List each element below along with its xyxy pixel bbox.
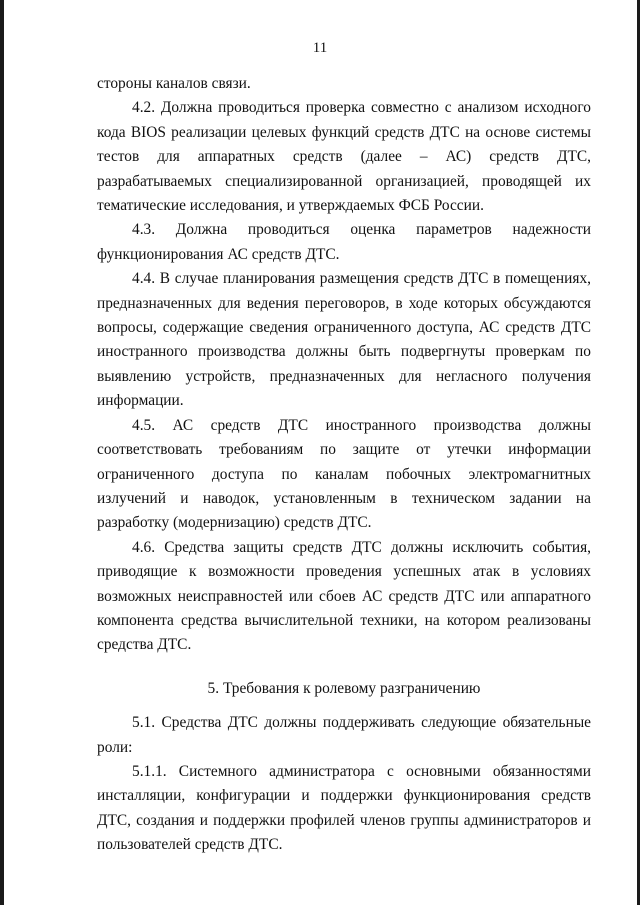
paragraph-4-6: 4.6. Средства защиты средств ДТС должны исключить события, приводящие к возможности проведения успешных атак в условиях возможных неисправностей или сбоев АС средств ДТС или аппаратного компонента средства вычислительной техники, на котором реализованы средства ДТС. [97, 538, 591, 654]
paragraph-4-3: 4.3. Должна проводиться оценка параметров надежности функционирования АС средств ДТС. [97, 221, 591, 263]
paragraph-continuation: стороны каналов связи. [97, 75, 251, 92]
page-number: 11 [312, 40, 328, 56]
section-heading: 5. Требования к ролевому разграничению [207, 679, 481, 697]
paragraph-4-4: 4.4. В случае планирования размещения средств ДТС в помещениях, предназначенных для ведения переговоров, в ходе которых обсуждаются вопросы, содержащие сведения ограниченного доступа, АС средств ДТС иностранного производства должны быть подвергнуты проверкам по выявлению устройств, предназначенных для негласного получения информации. [97, 270, 591, 410]
paragraph-4-5: 4.5. АС средств ДТС иностранного производства должны соответствовать требованиям по защите от утечки информации ограниченного доступа по каналам побочных электромагнитных излучений и наводок, установленным в техническом задании на разработку (модернизацию) средств ДТС. [97, 416, 591, 532]
document-body [97, 72, 591, 858]
paragraph-5-1: 5.1. Средства ДТС должны поддерживать следующие обязательные роли: [97, 714, 591, 756]
paragraph-4-2: 4.2. Должна проводиться проверка совместно с анализом исходного кода BIOS реализации целевых функций средств ДТС на основе системы тестов для аппаратных средств (далее – АС) средств ДТС, разрабатываемых специализированной организацией, проводящей их тематические исследования, и утверждаемых ФСБ России. [97, 99, 591, 215]
scan-edge-left [0, 0, 4, 905]
paragraph-5-1-1: 5.1.1. Системного администратора с основными обязанностями инсталляции, конфигурации и поддержки функционирования средств ДТС, создания и поддержки профилей членов группы администраторов и пользователей средств ДТС. [97, 762, 591, 854]
